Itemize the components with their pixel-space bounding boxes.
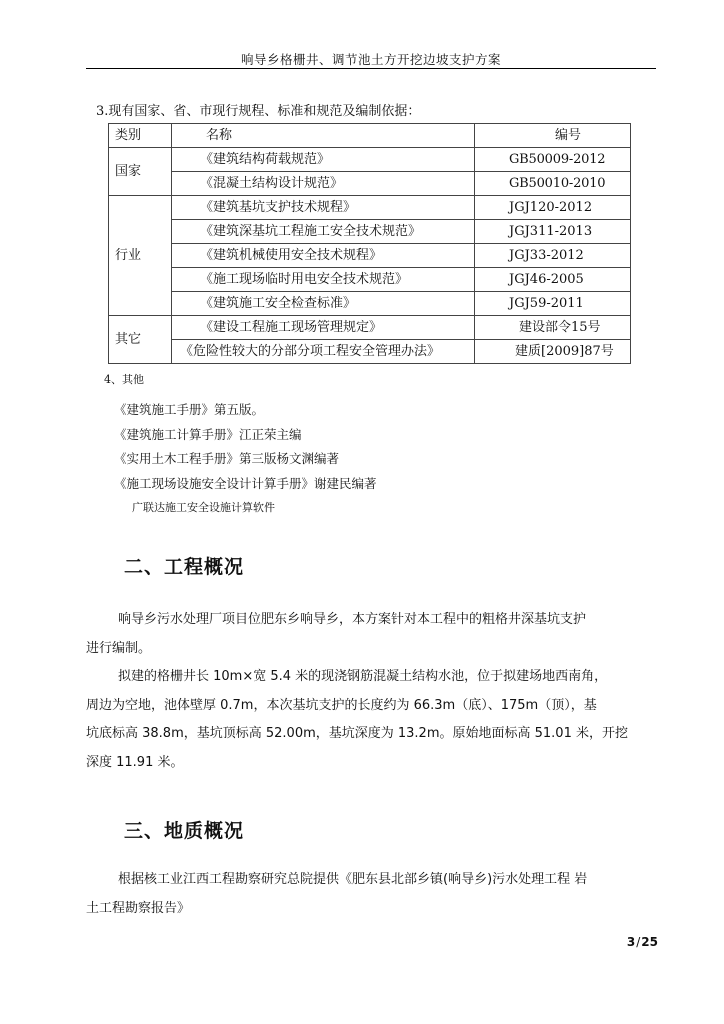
column-header-code: 编号 — [475, 124, 631, 148]
standard-name: 《混凝土结构设计规范》 — [172, 172, 475, 196]
reference-list — [114, 398, 377, 521]
table-row — [109, 148, 631, 172]
geology-paragraph — [86, 866, 658, 923]
category-cell: 国家 — [109, 148, 172, 196]
table-row — [109, 292, 631, 316]
standard-name: 《建筑机械使用安全技术规程》 — [172, 244, 475, 268]
standard-code: JGJ46-2005 — [475, 268, 631, 292]
text-line: 深度 11.91 米。 — [86, 754, 184, 770]
list-item: 《建筑施工手册》第五版。 — [114, 402, 265, 417]
table-row — [109, 268, 631, 292]
text-line: 坑底标高 38.8m，基坑顶标高 52.00m，基坑深度为 13.2m。原始地面标高 51.01 米，开挖 — [86, 726, 628, 741]
standard-name: 《建筑结构荷载规范》 — [172, 148, 475, 172]
standard-name: 《建筑深基坑工程施工安全技术规范》 — [172, 220, 475, 244]
section-3-heading: 3.现有国家、省、市现行规程、标准和规范及编制依据： — [96, 104, 421, 119]
category-cell: 行业 — [109, 196, 172, 316]
standard-code: 建设部令15号 — [475, 316, 631, 340]
header-rule — [86, 68, 656, 69]
table-header-row — [109, 124, 631, 148]
list-item: 广联达施工安全设施计算软件 — [132, 501, 275, 514]
standards-table — [108, 123, 631, 364]
standard-code: JGJ33-2012 — [475, 244, 631, 268]
category-cell: 其它 — [109, 316, 172, 364]
standard-code: GB50010-2010 — [475, 172, 631, 196]
section-heading-overview: 二、工程概况 — [124, 556, 245, 578]
table-row — [109, 220, 631, 244]
standard-code: JGJ120-2012 — [475, 196, 631, 220]
table-row — [109, 340, 631, 364]
current-page: 3 — [626, 935, 636, 949]
section-heading-geology: 三、地质概况 — [124, 820, 245, 842]
list-item: 《施工现场设施安全设计计算手册》谢建民编著 — [114, 475, 377, 491]
standard-code: 建质[2009]87号 — [475, 340, 631, 364]
page-header: 响导乡格栅井、调节池土方开挖边坡支护方案 — [240, 52, 501, 67]
standard-code: GB50009-2012 — [475, 148, 631, 172]
standard-code: JGJ311-2013 — [475, 220, 631, 244]
text-line: 土工程勘察报告》 — [86, 900, 191, 916]
text-line: 进行编制。 — [86, 640, 152, 656]
standard-name: 《建设工程施工现场管理规定》 — [172, 316, 475, 340]
standard-name: 《建筑施工安全检查标准》 — [172, 292, 475, 316]
table-row — [109, 316, 631, 340]
standard-name: 《危险性较大的分部分项工程安全管理办法》 — [172, 340, 475, 364]
text-line: 响导乡污水处理厂项目位肥东乡响导乡，本方案针对本工程中的粗格井深基坑支护 — [118, 612, 587, 627]
list-item: 《实用土木工程手册》第三版杨文渊编著 — [114, 451, 340, 466]
text-line: 周边为空地，池体壁厚 0.7m，本次基坑支护的长度约为 66.3m（底）、175m（顶），基 — [86, 697, 597, 713]
table-row — [109, 196, 631, 220]
text-line: 拟建的格栅井长 10m×宽 5.4 米的现浇钢筋混凝土结构水池，位于拟建场地西南角， — [118, 669, 608, 684]
column-header-category: 类别 — [109, 124, 172, 148]
column-header-name: 名称 — [172, 124, 475, 148]
section-4-heading: 4、其他 — [104, 373, 144, 386]
overview-paragraph — [86, 606, 658, 777]
total-pages: 25 — [641, 935, 658, 949]
standard-name: 《施工现场临时用电安全技术规范》 — [172, 268, 475, 292]
list-item: 《建筑施工计算手册》江正荣主编 — [114, 426, 302, 442]
standard-name: 《建筑基坑支护技术规程》 — [172, 196, 475, 220]
standard-code: JGJ59-2011 — [475, 292, 631, 316]
table-row — [109, 172, 631, 196]
page-separator: / — [636, 935, 641, 949]
page-number — [627, 935, 658, 949]
table-row — [109, 244, 631, 268]
text-line: 根据核工业江西工程勘察研究总院提供《肥东县北部乡镇(响导乡)污水处理工程 岩 — [118, 872, 588, 887]
